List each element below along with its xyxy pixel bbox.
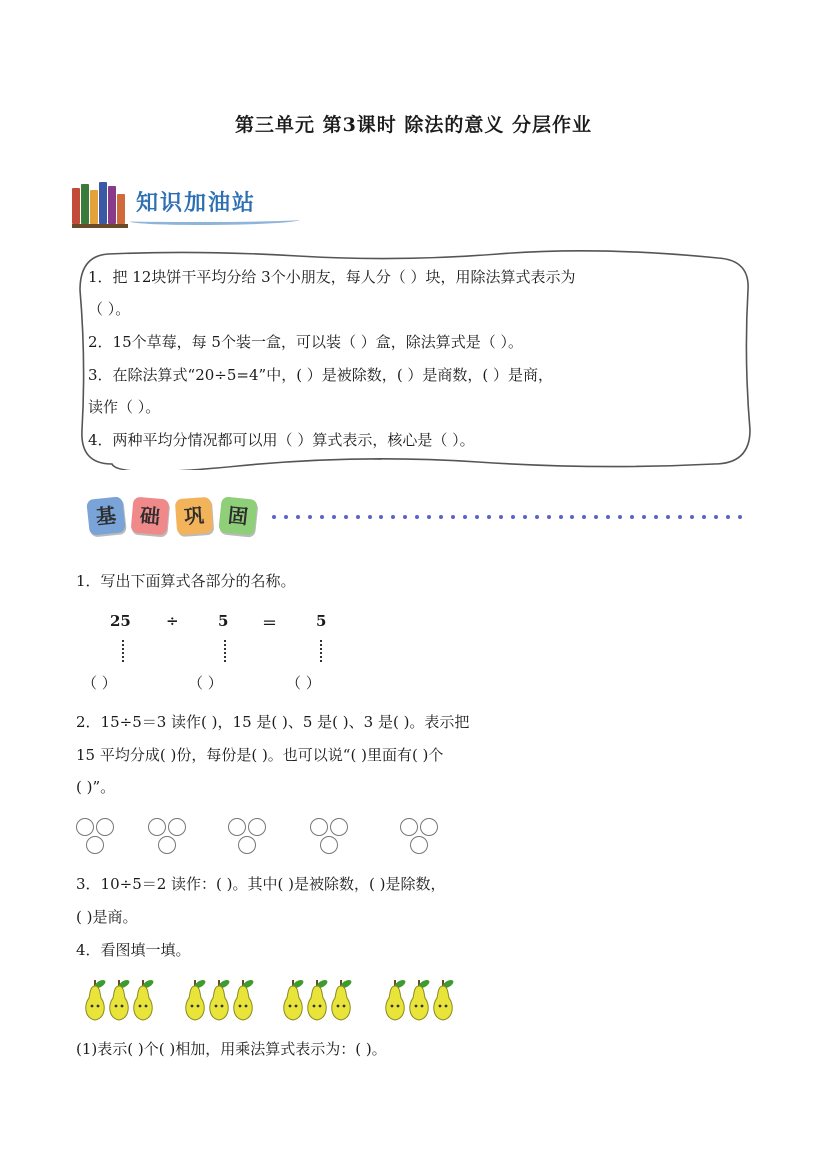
dot xyxy=(403,515,407,519)
knowledge-box xyxy=(78,250,752,470)
circle-icon xyxy=(228,818,246,836)
dot xyxy=(559,515,563,519)
dot xyxy=(439,515,443,519)
question-1: 1．写出下面算式各部分的名称。 xyxy=(76,572,296,590)
circle-icon xyxy=(148,818,166,836)
tile-4: 固 xyxy=(218,496,258,536)
pear-icon xyxy=(106,976,132,1026)
circle-icon xyxy=(320,836,338,854)
question-2-line-1: 2．15÷5＝3 读作( )，15 是( )、5 是( )、3 是( )。表示把 xyxy=(76,713,470,731)
pear-icon xyxy=(406,976,432,1026)
dot xyxy=(391,515,395,519)
banner-underline xyxy=(130,216,300,225)
answer-blank: （ ） xyxy=(286,674,321,692)
connector-dots xyxy=(122,640,126,662)
dot xyxy=(475,515,479,519)
circle-icon xyxy=(86,836,104,854)
dot xyxy=(308,515,312,519)
dot xyxy=(726,515,730,519)
dot xyxy=(284,515,288,519)
dot xyxy=(606,515,610,519)
dotted-line xyxy=(272,515,742,521)
dot xyxy=(511,515,515,519)
question-3-line-2: ( )是商。 xyxy=(76,908,138,926)
circle-icon xyxy=(248,818,266,836)
dot xyxy=(487,515,491,519)
circle-icon xyxy=(168,818,186,836)
dot xyxy=(296,515,300,519)
dot xyxy=(618,515,622,519)
dot xyxy=(368,515,372,519)
pear-icon xyxy=(82,976,108,1026)
circle-icon xyxy=(410,836,428,854)
tile-1: 基 xyxy=(86,496,126,536)
dot xyxy=(344,515,348,519)
equation-dividend: 25 xyxy=(110,612,131,630)
knowledge-line-2: 2．15个草莓，每 5个装一盒，可以装（ ）盒，除法算式是（ ）。 xyxy=(88,333,523,351)
pear-icon xyxy=(382,976,408,1026)
dot xyxy=(427,515,431,519)
pear-icon xyxy=(304,976,330,1026)
dot xyxy=(570,515,574,519)
circle-icon xyxy=(96,818,114,836)
question-2-line-3: ( )”。 xyxy=(76,778,116,796)
dot xyxy=(379,515,383,519)
dot xyxy=(332,515,336,519)
dot xyxy=(547,515,551,519)
dot xyxy=(535,515,539,519)
question-3-line-1: 3．10÷5＝2 读作：( )。其中( )是被除数，( )是除数， xyxy=(76,875,446,893)
pear-icon xyxy=(430,976,456,1026)
pear-icon xyxy=(230,976,256,1026)
dot xyxy=(714,515,718,519)
circle-icon xyxy=(400,818,418,836)
knowledge-banner xyxy=(72,180,302,228)
circle-icon xyxy=(158,836,176,854)
equation-divide-sign: ÷ xyxy=(166,612,179,630)
circle-icon xyxy=(310,818,328,836)
dot xyxy=(654,515,658,519)
dot xyxy=(738,515,742,519)
circle-icon xyxy=(420,818,438,836)
dot xyxy=(594,515,598,519)
dot xyxy=(415,515,419,519)
dot xyxy=(690,515,694,519)
basics-banner xyxy=(88,494,748,544)
dot xyxy=(630,515,634,519)
dot xyxy=(582,515,586,519)
dot xyxy=(678,515,682,519)
knowledge-line-1: 1．把 12块饼干平均分给 3个小朋友，每人分（ ）块，用除法算式表示为 xyxy=(88,268,576,286)
connector-dots xyxy=(320,640,324,662)
equation-divisor: 5 xyxy=(218,612,229,630)
dot xyxy=(523,515,527,519)
pear-icon xyxy=(182,976,208,1026)
question-4: 4．看图填一填。 xyxy=(76,941,191,959)
equation-equals: ＝ xyxy=(262,614,278,632)
pear-icon xyxy=(206,976,232,1026)
dot xyxy=(451,515,455,519)
pear-icon xyxy=(280,976,306,1026)
answer-blank: （ ） xyxy=(188,674,223,692)
tile-3: 巩 xyxy=(175,497,213,535)
dot xyxy=(272,515,276,519)
question-2-line-2: 15 平均分成( )份，每份是( )。也可以说“( )里面有( )个 xyxy=(76,746,444,764)
dot xyxy=(702,515,706,519)
pear-icon xyxy=(130,976,156,1026)
tile-2: 础 xyxy=(130,496,169,535)
question-4-sub-1: (1)表示( )个( )相加，用乘法算式表示为：( )。 xyxy=(76,1040,387,1058)
answer-blank: （ ） xyxy=(82,674,117,692)
page-title: 第三单元 第3课时 除法的意义 分层作业 xyxy=(234,114,593,136)
pear-icon xyxy=(328,976,354,1026)
dot xyxy=(463,515,467,519)
dot xyxy=(666,515,670,519)
circle-icon xyxy=(330,818,348,836)
circle-icon xyxy=(238,836,256,854)
dot xyxy=(499,515,503,519)
connector-dots xyxy=(224,640,228,662)
dot xyxy=(320,515,324,519)
dot xyxy=(642,515,646,519)
knowledge-line-3: 3．在除法算式“20÷5=4”中，( ）是被除数，( ）是商数，( ）是商， xyxy=(88,366,554,384)
knowledge-line-4: 4．两种平均分情况都可以用（ ）算式表示，核心是（ ）。 xyxy=(88,431,475,449)
dot xyxy=(356,515,360,519)
knowledge-banner-label: 知识加油站 xyxy=(136,191,257,216)
equation-quotient: 5 xyxy=(316,612,327,630)
knowledge-line-1b: （ ）。 xyxy=(88,300,131,318)
knowledge-line-3b: 读作（ ）。 xyxy=(88,398,161,416)
circle-icon xyxy=(76,818,94,836)
